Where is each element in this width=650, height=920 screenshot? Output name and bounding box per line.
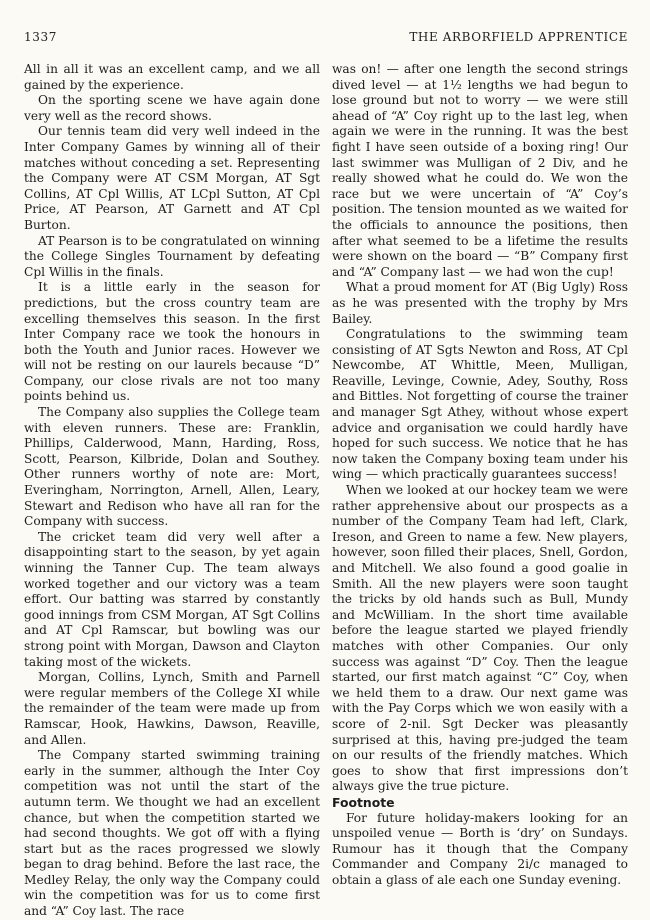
paragraph: When we looked at our hockey team we were rather apprehensive about our prospects as a number of the Company Team had left, Clark, Ireson, and Green to name a few. New players, however, soon filled their places, Snell, Gordon, and Mitchell. We also found a good goalie in Smith. All the new players were soon taught the tricks by old hands such as Bull, Mundy and McWilliam. In the short time available before the league started we played friendly matches with other Companies. Our only success was against “D” Coy. Then the league started, our first match against “C” Coy, when we held them to a draw. Our next game was with the Pay Corps which we won easily with a score of 2-nil. Sgt Decker was pleasantly surprised at this, having pre-judged the team on our results of the friendly matches. Which goes to show that first impressions don’t always give the true picture.: [332, 483, 628, 794]
paragraph-continuation: was on! — after one length the second strings dived level — at 1½ lengths we had begun to lose ground but not to worry — we were still ahead of “A” Coy right up to the last leg, when again we were in the running. It was the best fight I have seen outside of a boxing ring! Our last swimmer was Mulligan of 2 Div, and he really showed what he could do. We won the race but we were uncertain of “A” Coy’s position. The tension mounted as we waited for the officials to announce the positions, then after what seemed to be a lifetime the results were shown on the board — “B” Company first and “A” Company last — we had won the cup!: [332, 62, 628, 279]
paragraph: Morgan, Collins, Lynch, Smith and Parnell were regular members of the College XI while the remainder of the team were made up from Ramscar, Hook, Hawkins, Dawson, Reaville, and Allen.: [24, 670, 320, 747]
footnote-text: For future holiday-makers looking for an unspoiled venue — Borth is ‘dry’ on Sundays. Rumour has it though that the Company Commander and Company 2i/c managed to obtain a glass of ale each one Sunday evening.: [332, 810, 628, 887]
paragraph: It is a little early in the season for predictions, but the cross country team are excelling themselves this season. In the first Inter Company race we took the honours in both the Youth and Junior races. However we will not be resting on our laurels because “D” Company, our close rivals are not too many points behind us.: [24, 280, 320, 404]
page-header: [24, 30, 628, 46]
paragraph: The cricket team did very well after a disappointing start to the season, by yet again winning the Tanner Cup. The team always worked together and our victory was a team effort. Our batting was starred by constantly good innings from CSM Morgan, AT Sgt Collins and AT Cpl Ramscar, but bowling was our strong point with Morgan, Dawson and Clayton taking most of the wickets.: [24, 529, 320, 669]
page-number: 1337: [24, 30, 57, 44]
paragraph: On the sporting scene we have again done very well as the record shows.: [24, 93, 320, 123]
running-title: THE ARBORFIELD APPRENTICE: [409, 30, 628, 44]
paragraph: What a proud moment for AT (Big Ugly) Ross as he was presented with the trophy by Mrs Bailey.: [332, 280, 628, 326]
footnote-heading: Footnote: [332, 794, 395, 810]
paragraph: Our tennis team did very well indeed in the Inter Company Games by winning all of their matches without conceding a set. Representing the Company were AT CSM Morgan, AT Sgt Collins, AT Cpl Willis, AT LCpl Sutton, AT Cpl Price, AT Pearson, AT Garnett and AT Cpl Burton.: [24, 124, 320, 232]
paragraph: The Company also supplies the College team with eleven runners. These are: Franklin, Phillips, Calderwood, Mann, Harding, Ross, Scott, Pearson, Kilbride, Dolan and Southey. Other runners worthy of note are: Mort, Everingham, Norrington, Arnell, Allen, Leary, Stewart and Redison who have all ran for the Company with success.: [24, 405, 320, 529]
right-column: [332, 62, 628, 892]
paragraph: The Company started swimming training early in the summer, although the Inter Coy competition was not until the start of the autumn term. We thought we had an excellent chance, but when the competition started we had second thoughts. We got off with a flying start but as the races progressed we slowly began to drag behind. Before the last race, the Medley Relay, the only way the Company could win the competition was for us to come first and “A” Coy last. The race: [24, 748, 320, 919]
paragraph: AT Pearson is to be congratulated on winning the College Singles Tournament by defeating Cpl Willis in the finals.: [24, 233, 320, 279]
left-column: [24, 62, 320, 919]
paragraph: All in all it was an excellent camp, and we all gained by the experience.: [24, 62, 320, 92]
paragraph: Congratulations to the swimming team consisting of AT Sgts Newton and Ross, AT Cpl Newcombe, AT Whittle, Meen, Mulligan, Reaville, Levinge, Cownie, Adey, Southy, Ross and Bittles. Not forgetting of course the trainer and manager Sgt Athey, without whose expert advice and organisation we could hardly have hoped for such success. We notice that he has now taken the Company boxing team under his wing — which practically guarantees success!: [332, 327, 628, 482]
